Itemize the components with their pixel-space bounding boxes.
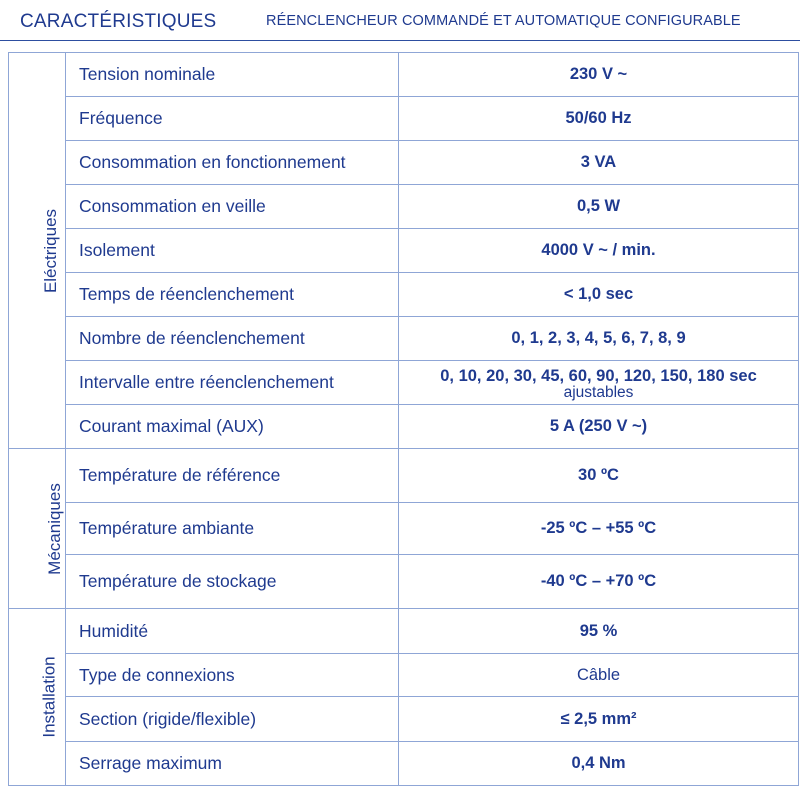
row-value: 0, 1, 2, 3, 4, 5, 6, 7, 8, 9 — [399, 317, 799, 361]
row-label: Serrage maximum — [66, 742, 399, 786]
row-label: Isolement — [66, 229, 399, 273]
row-label: Température de référence — [66, 449, 399, 503]
table-row — [9, 503, 799, 555]
row-value: 4000 V ~ / min. — [399, 229, 799, 273]
header — [0, 0, 800, 41]
table-row — [9, 141, 799, 185]
table-row — [9, 555, 799, 609]
row-value — [399, 361, 799, 405]
row-label: Température de stockage — [66, 555, 399, 609]
row-label: Nombre de réenclenchement — [66, 317, 399, 361]
group-label: Installation — [39, 656, 59, 738]
row-label: Tension nominale — [66, 53, 399, 97]
row-value: 5 A (250 V ~) — [399, 405, 799, 449]
row-label: Fréquence — [66, 97, 399, 141]
table-row — [9, 697, 799, 742]
table-row — [9, 317, 799, 361]
row-value: 0,5 W — [399, 185, 799, 229]
group-electriques — [9, 53, 66, 449]
row-value: 95 % — [399, 609, 799, 654]
group-label: Eléctriques — [41, 208, 61, 293]
table-row — [9, 53, 799, 97]
row-value: Câble — [399, 654, 799, 697]
table-row — [9, 405, 799, 449]
table-row — [9, 449, 799, 503]
row-value: -25 ºC – +55 ºC — [399, 503, 799, 555]
row-label: Courant maximal (AUX) — [66, 405, 399, 449]
group-installation — [9, 609, 66, 786]
row-value-main: 0, 10, 20, 30, 45, 60, 90, 120, 150, 180 sec — [440, 366, 757, 385]
table-row — [9, 361, 799, 405]
group-label: Mécaniques — [44, 482, 64, 575]
table-row — [9, 229, 799, 273]
row-value: 50/60 Hz — [399, 97, 799, 141]
row-value: ≤ 2,5 mm² — [399, 697, 799, 742]
page-subtitle: RÉENCLENCHEUR COMMANDÉ ET AUTOMATIQUE CONFIGURABLE — [266, 13, 741, 29]
row-label: Humidité — [66, 609, 399, 654]
row-label: Section (rigide/flexible) — [66, 697, 399, 742]
table-row — [9, 97, 799, 141]
row-label: Consommation en fonctionnement — [66, 141, 399, 185]
row-value: 3 VA — [399, 141, 799, 185]
row-value: 30 ºC — [399, 449, 799, 503]
table-row — [9, 742, 799, 786]
row-value: 230 V ~ — [399, 53, 799, 97]
group-mecaniques — [9, 449, 66, 609]
page-title: CARACTÉRISTIQUES — [20, 11, 217, 32]
row-value: -40 ºC – +70 ºC — [399, 555, 799, 609]
table-row — [9, 273, 799, 317]
table-row — [9, 609, 799, 654]
row-value-note: ajustables — [563, 383, 634, 401]
specs-table — [8, 52, 799, 786]
row-label: Température ambiante — [66, 503, 399, 555]
table-row — [9, 185, 799, 229]
table-row — [9, 654, 799, 697]
row-value: < 1,0 sec — [399, 273, 799, 317]
row-label: Type de connexions — [66, 654, 399, 697]
row-value: 0,4 Nm — [399, 742, 799, 786]
row-label: Temps de réenclenchement — [66, 273, 399, 317]
row-label: Intervalle entre réenclenchement — [66, 361, 399, 405]
row-label: Consommation en veille — [66, 185, 399, 229]
